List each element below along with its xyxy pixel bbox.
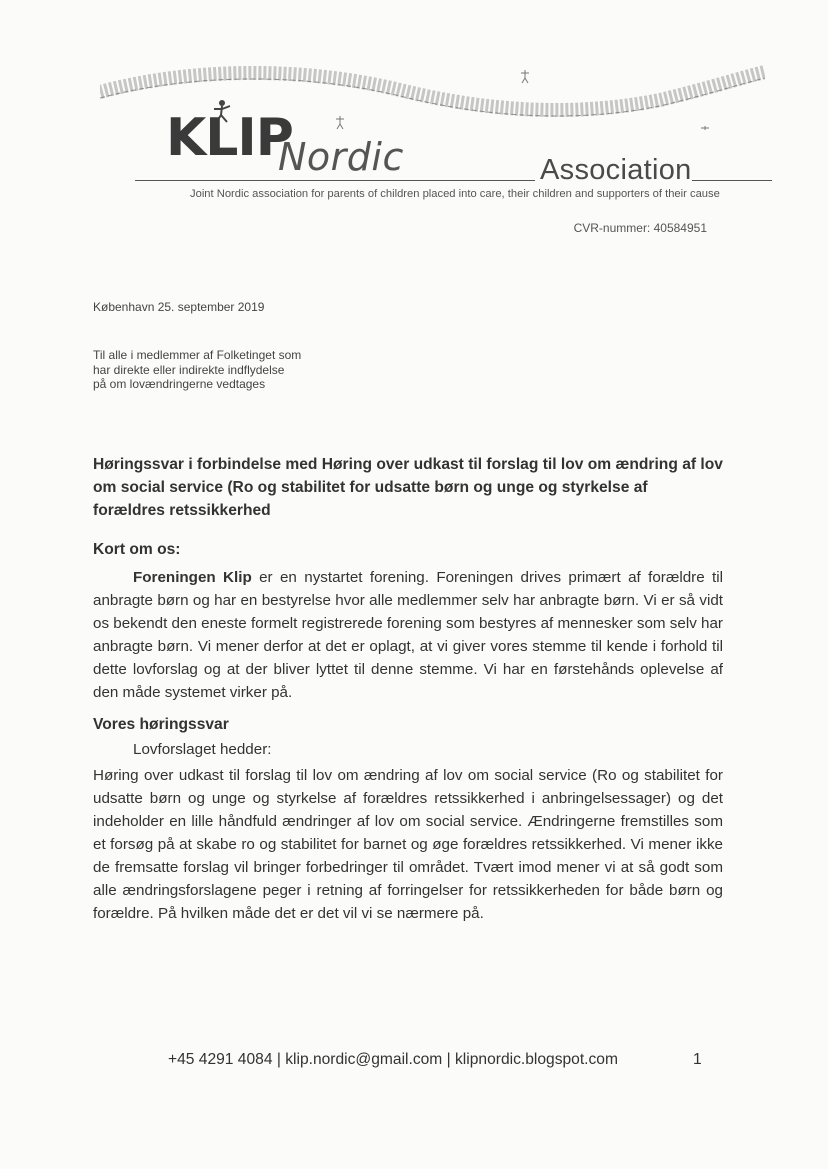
about-heading: Kort om os: [93,541,181,558]
letterhead-rule-left [135,180,535,181]
response-intro: Lovforslaget hedder: [133,741,272,758]
recipients-line: har direkte eller indirekte indflydelse [93,362,285,377]
letter-date: København 25. september 2019 [93,300,265,314]
recipients-line: Til alle i medlemmer af Folketinget som [93,348,302,362]
footer-contact: +45 4291 4084 | klip.nordic@gmail.com | klipnordic.blogspot.com [168,1051,618,1068]
logo-klip-text: KLIP [166,108,293,168]
letterhead-rule-right [692,180,772,181]
cvr-number: CVR-nummer: 40584951 [573,221,707,235]
about-body-text: er en nystartet forening. Foreningen drives primært af forældre til anbragte børn og har en bestyrelse hvor alle medlemmer selv har anbragte børn. Vi er så vidt os bekendt den eneste formelt registrerede forening som bestyres af mennesker som selv har anbragte børn. Vi mener derfor at det er oplagt, at vi giver vores stemme til kende i forhold til dette lovforslag og at der bliver lyttet til denne stemme. Vi har en førstehånds oplevelse af den måde systemet virker på. [93,569,723,701]
response-paragraph: Høring over udkast til forslag til lov om ændring af lov om social service (Ro og stabilitet for udsatte børn og unge og styrkelse af forældres retssikkerhed i anbringelsessager) og det indeholder en lille håndfuld ændringer af lov om social service. Ændringerne fremstilles som et forsøg på at skabe ro og stabilitet for barnet og øge forældres retssikkerhed. Vi mener ikke de fremsatte forslag vil bringer forbedringer til området. Tvært imod mener vi at så godt som alle ændringsforslagene peger i retning af forringelser for retssikkerheden for både børn og forældre. På hvilken måde det er det vil vi se nærmere på. [93,767,723,922]
logo-nordic-text: Nordic [278,135,404,179]
recipients-line: på om lovændringerne vedtages [93,377,266,391]
letterhead-tagline: Joint Nordic association for parents of children placed into care, their children and supporters of their cause [190,188,720,200]
page-number: 1 [693,1051,702,1068]
about-lead-text: Foreningen Klip [133,569,252,586]
letter-subject: Høringssvar i forbindelse med Høring over udkast til forslag til lov om ændring af lov om social service (Ro og stabilitet for udsatte børn og unge og styrkelse af forældres retssikkerhed [93,456,723,519]
logo-association-text: Association [540,154,692,186]
recipients-block [93,348,393,392]
about-paragraph [93,566,723,704]
response-heading: Vores høringssvar [93,716,229,733]
